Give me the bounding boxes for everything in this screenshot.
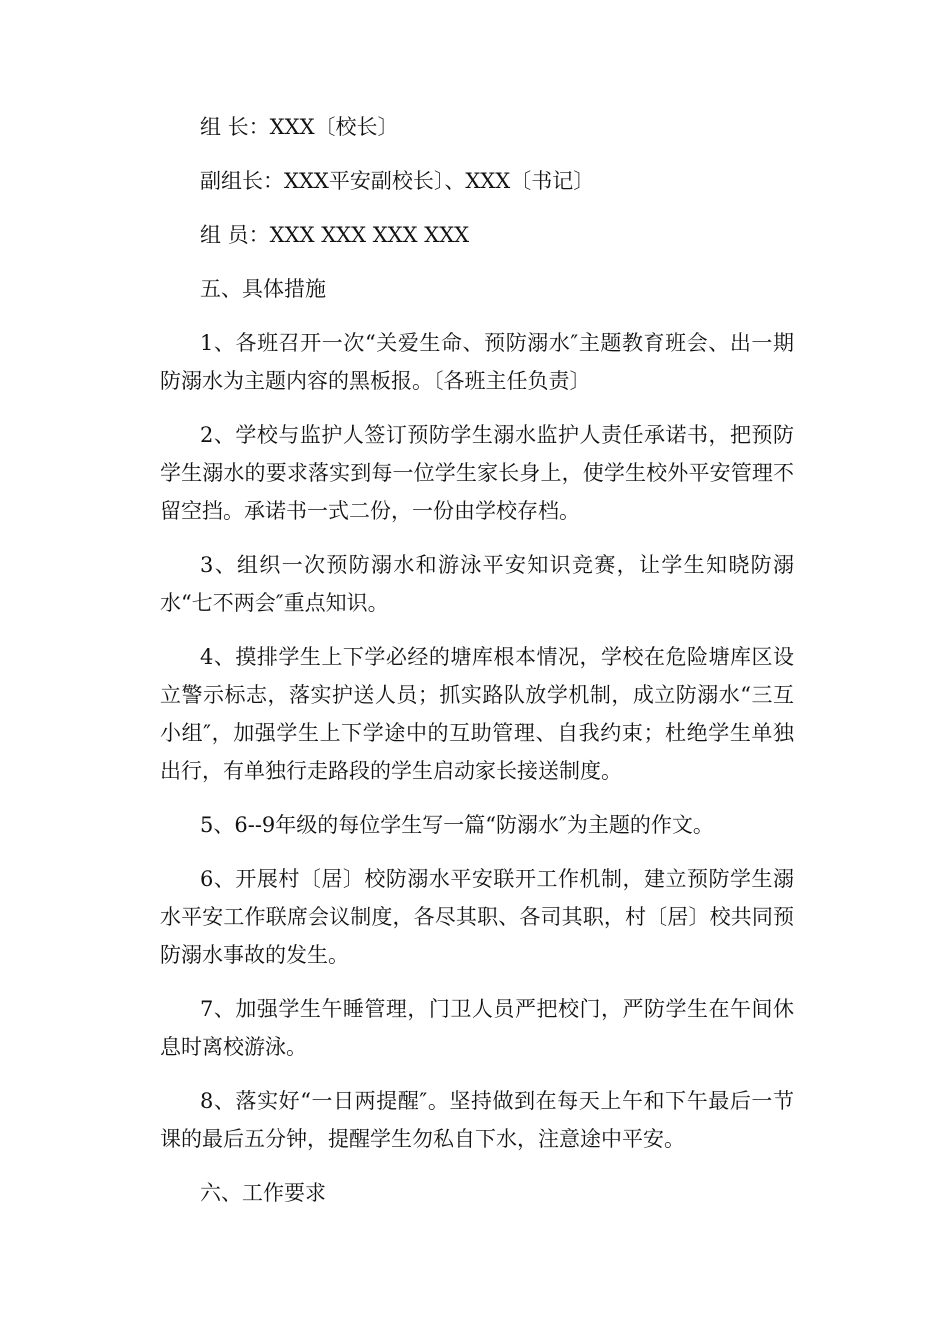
- measure-item-3: 3、组织一次预防溺水和游泳平安知识竞赛，让学生知晓防溺水“七不两会″重点知识。: [160, 553, 794, 615]
- measure-item-8: 8、落实好“一日两提醒″。坚持做到在每天上午和下午最后一节课的最后五分钟，提醒学生勿私自下水，注意途中平安。: [160, 1089, 794, 1151]
- measure-item-6: 6、开展村〔居〕校防溺水平安联开工作机制，建立预防学生溺水平安工作联席会议制度，各尽其职、各司其职，村〔居〕校共同预防溺水事故的发生。: [160, 867, 794, 967]
- team-members-line: 组 员：XXX XXX XXX XXX: [200, 223, 470, 247]
- measure-item-2: 2、学校与监护人签订预防学生溺水监护人责任承诺书，把预防学生溺水的要求落实到每一位学生家长身上，使学生校外平安管理不留空挡。承诺书一式二份，一份由学校存档。: [160, 423, 794, 523]
- measure-item-7: 7、加强学生午睡管理，门卫人员严把校门，严防学生在午间休息时离校游泳。: [160, 997, 794, 1059]
- section-heading-requirements: 六、工作要求: [200, 1181, 326, 1205]
- measure-item-4: 4、摸排学生上下学必经的塘库根本情况，学校在危险塘库区设立警示标志，落实护送人员；抓实路队放学机制，成立防溺水“三互小组″，加强学生上下学途中的互助管理、自我约束；杜绝学生单独出行，有单独行走路段的学生启动家长接送制度。: [160, 645, 794, 783]
- section-heading-measures: 五、具体措施: [200, 277, 326, 301]
- team-leader-line: 组 长：XXX〔校长〕: [200, 115, 399, 139]
- measure-item-1: 1、各班召开一次“关爱生命、预防溺水″主题教育班会、出一期防溺水为主题内容的黑板报。〔各班主任负责〕: [160, 331, 794, 393]
- document-body: [160, 108, 794, 1212]
- measure-item-5: 5、6--9年级的每位学生写一篇“防溺水″为主题的作文。: [200, 813, 714, 837]
- team-deputy-line: 副组长：XXX平安副校长〕、XXX〔书记〕: [200, 169, 595, 193]
